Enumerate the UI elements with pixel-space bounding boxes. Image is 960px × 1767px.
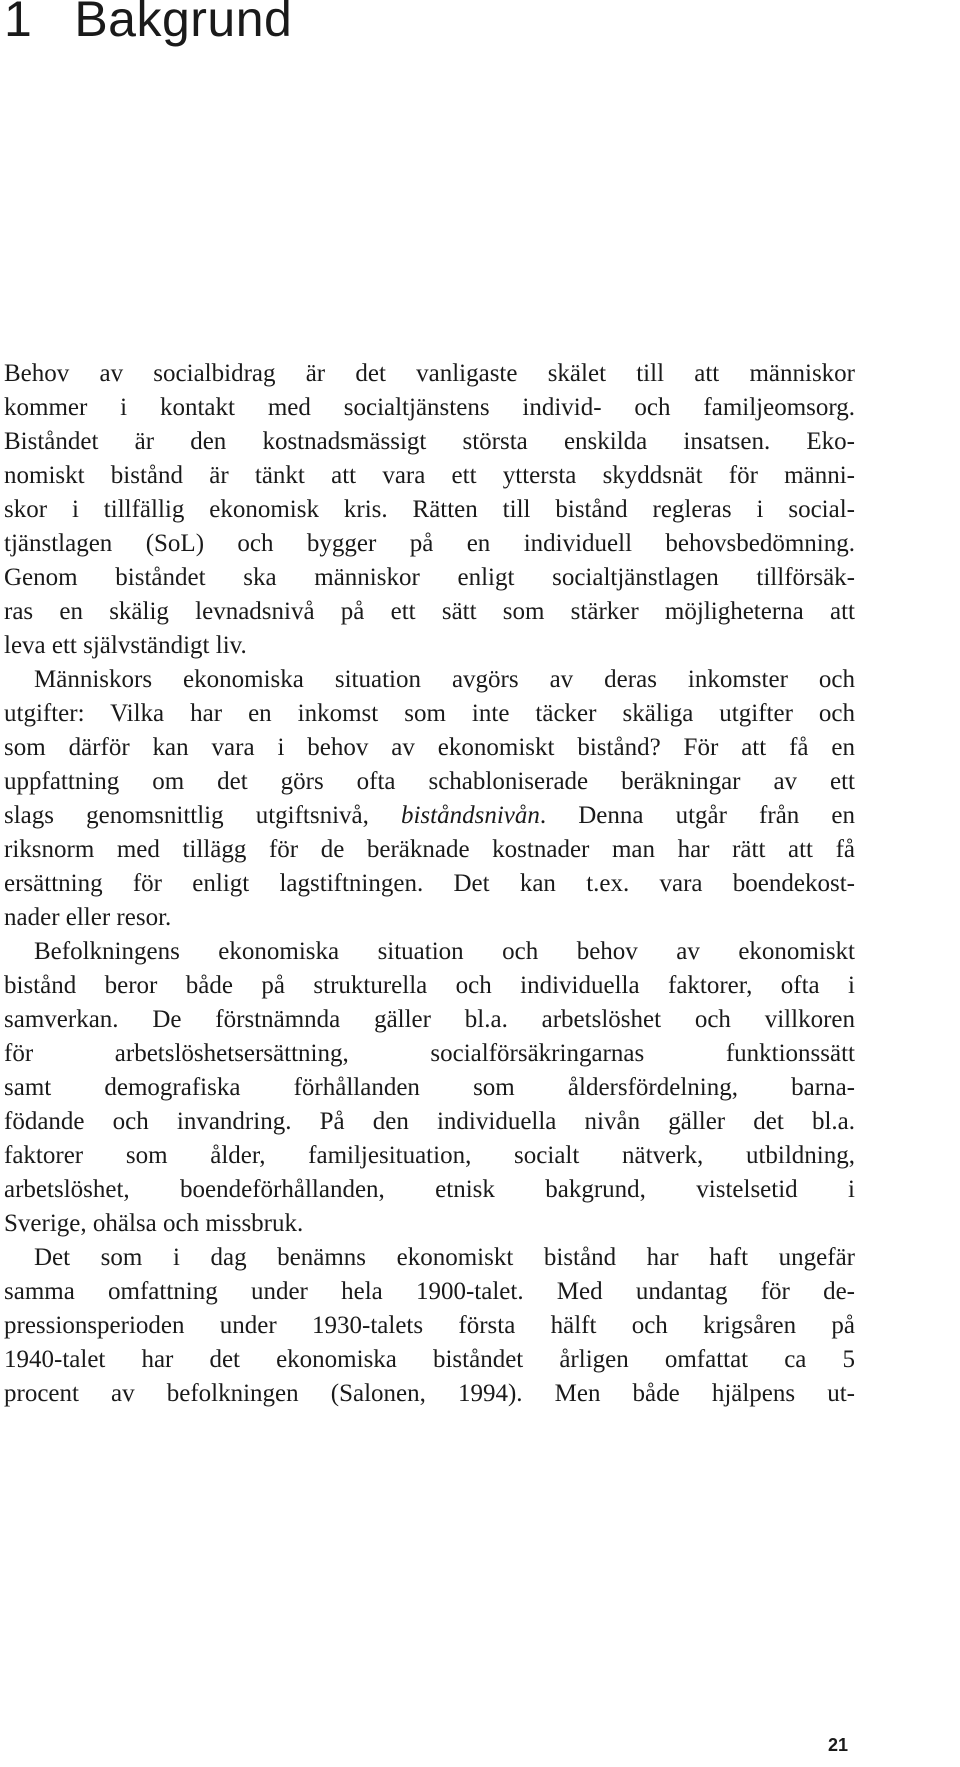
paragraph-3-line: för arbetslöshetsersättning, socialförsäkringarnas funktionssätt <box>4 1040 855 1067</box>
paragraph-3-line: samverkan. De förstnämnda gäller bl.a. arbetslöshet och villkoren <box>4 1006 855 1033</box>
paragraph-3-line: Befolkningens ekonomiska situation och behov av ekonomiskt <box>34 938 855 965</box>
paragraph-3-line: födande och invandring. På den individuella nivån gäller det bl.a. <box>4 1108 855 1135</box>
paragraph-2-segment: slags genomsnittlig utgiftsnivå, <box>4 802 401 829</box>
paragraph-3-line: arbetslöshet, boendeförhållanden, etnisk bakgrund, vistelsetid i <box>4 1176 855 1203</box>
paragraph-2-line-with-italic <box>4 799 855 833</box>
chapter-title: Bakgrund <box>74 0 293 47</box>
paragraph-3-line: Sverige, ohälsa och missbruk. <box>4 1210 304 1237</box>
paragraph-2-line: som därför kan vara i behov av ekonomiskt bistånd? För att få en <box>4 734 855 761</box>
paragraph-2-line: utgifter: Vilka har en inkomst som inte täcker skäliga utgifter och <box>4 700 855 727</box>
paragraph-2-segment: . Denna utgår från en <box>539 802 855 829</box>
paragraph-4-line: procent av befolkningen (Salonen, 1994). Men både hjälpens ut- <box>4 1380 855 1407</box>
paragraph-4-line: pressionsperioden under 1930-talets första hälft och krigsåren på <box>4 1312 855 1339</box>
paragraph-2-line: ersättning för enligt lagstiftningen. Det kan t.ex. vara boendekost- <box>4 870 855 897</box>
paragraph-3-line: samt demografiska förhållanden som åldersfördelning, barna- <box>4 1074 855 1101</box>
paragraph-3-line: faktorer som ålder, familjesituation, socialt nätverk, utbildning, <box>4 1142 855 1169</box>
body-text <box>4 357 855 1411</box>
paragraph-1-line: Biståndet är den kostnadsmässigt största enskilda insatsen. Eko- <box>4 428 855 455</box>
paragraph-2-line: uppfattning om det görs ofta schabloniserade beräkningar av ett <box>4 768 855 795</box>
paragraph-2-line: nader eller resor. <box>4 904 172 931</box>
paragraph-1-line: leva ett självständigt liv. <box>4 632 247 659</box>
paragraph-1-line: kommer i kontakt med socialtjänstens individ- och familjeomsorg. <box>4 394 855 421</box>
paragraph-4-line: 1940-talet har det ekonomiska biståndet årligen omfattat ca 5 <box>4 1346 855 1373</box>
paragraph-2-line: Människors ekonomiska situation avgörs av deras inkomster och <box>34 666 855 693</box>
chapter-heading <box>4 0 292 48</box>
italic-term: biståndsnivån <box>400 802 540 829</box>
paragraph-1-line: tjänstlagen (SoL) och bygger på en individuell behovsbedömning. <box>4 530 855 557</box>
paragraph-2-line: riksnorm med tillägg för de beräknade kostnader man har rätt att få <box>4 836 855 863</box>
paragraph-1-line: nomiskt bistånd är tänkt att vara ett yttersta skyddsnät för männi- <box>4 462 855 489</box>
paragraph-4-line: Det som i dag benämns ekonomiskt bistånd har haft ungefär <box>34 1244 855 1271</box>
paragraph-1-line: ras en skälig levnadsnivå på ett sätt som stärker möjligheterna att <box>4 598 855 625</box>
chapter-number: 1 <box>4 0 33 47</box>
paragraph-1-line: Genom biståndet ska människor enligt socialtjänstlagen tillförsäk- <box>4 564 855 591</box>
page-number: 21 <box>828 1735 849 1755</box>
paragraph-3-line: bistånd beror både på strukturella och individuella faktorer, ofta i <box>4 972 855 999</box>
paragraph-1-line: Behov av socialbidrag är det vanligaste skälet till att människor <box>4 360 855 387</box>
paragraph-4-line: samma omfattning under hela 1900-talet. Med undantag för de- <box>4 1278 855 1305</box>
paragraph-1-line: skor i tillfällig ekonomisk kris. Rätten till bistånd regleras i social- <box>4 496 855 523</box>
